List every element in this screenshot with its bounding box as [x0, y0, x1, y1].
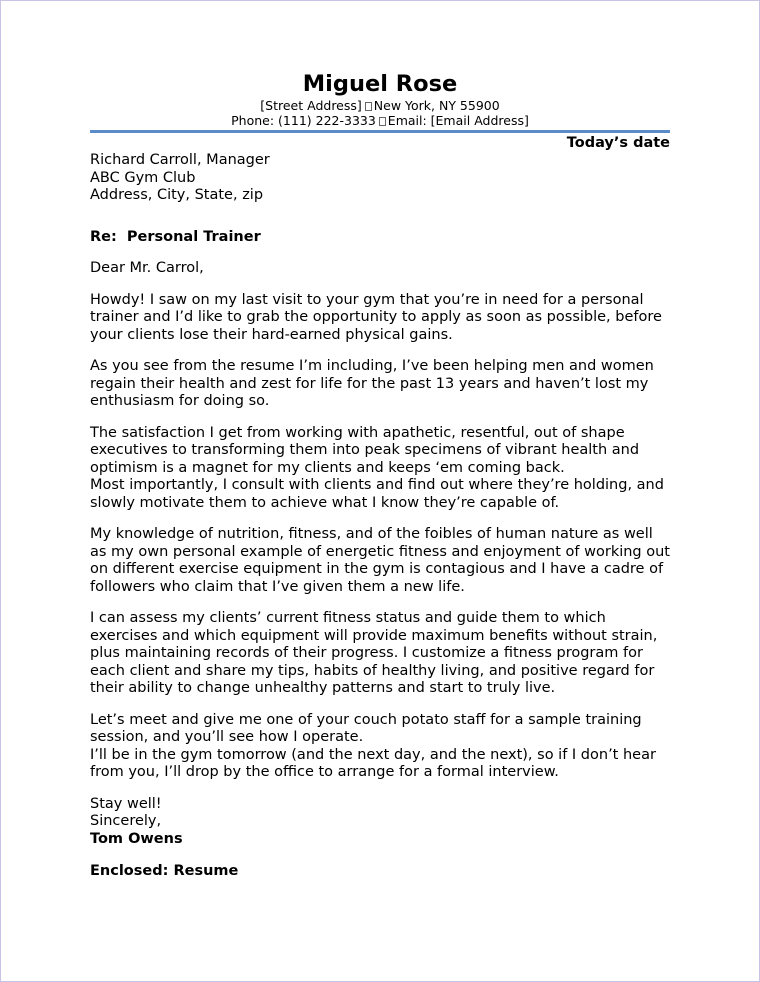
subject-line: Re: Personal Trainer	[90, 228, 261, 245]
paragraph: My knowledge of nutrition, fitness, and of the foibles of human nature as well as my own personal example of energetic fitness and enjoyment of working out on different exercise equipment in the gym is contagious and I have a cadre of followers who claim that I’ve given them a new life.	[90, 526, 670, 595]
contact-line	[90, 113, 670, 128]
letter-date: Today’s date	[566, 135, 670, 151]
header-rule	[90, 130, 670, 133]
paragraph: I’ll be in the gym tomorrow (and the next day, and the next), so if I don’t hear from you, I’ll drop by the office to arrange for a formal interview.	[90, 746, 656, 780]
separator-glyph-icon	[365, 102, 372, 111]
paragraph: Most importantly, I consult with clients and find out where they’re holding, and slowly motivate them to achieve what I know they’re capable of.	[90, 477, 664, 511]
email: Email: [Email Address]	[387, 113, 529, 128]
separator-glyph-icon	[379, 117, 386, 126]
phone: Phone: (111) 222-3333	[231, 113, 376, 128]
paragraph: Howdy! I saw on my last visit to your gym that you’re in need for a personal trainer and I’d like to grab the opportunity to apply as soon as possible, before your clients lose their hard-earned physical gains.	[90, 291, 662, 343]
cover-letter	[90, 70, 670, 881]
paragraph: As you see from the resume I’m including, I’ve been helping men and women regain their health and zest for life for the past 13 years and haven’t lost my enthusiasm for doing so.	[90, 358, 654, 409]
city-state-zip: New York, NY 55900	[373, 98, 500, 113]
sender-name: Miguel Rose	[302, 71, 458, 97]
salutation: Dear Mr. Carrol,	[90, 260, 204, 276]
recipient-block	[90, 152, 670, 205]
street-address: [Street Address]	[260, 98, 362, 113]
enclosure-line: Enclosed: Resume	[90, 863, 239, 879]
address-line	[90, 98, 670, 113]
paragraph: Let’s meet and give me one of your couch potato staff for a sample training session, and you’ll see how I operate.	[90, 711, 642, 745]
recipient-address: Address, City, State, zip	[90, 187, 264, 203]
complimentary-close: Sincerely,	[90, 813, 162, 829]
paragraph: I can assess my clients’ current fitness status and guide them to which exercises and which equipment will provide maximum benefits without strain, plus maintaining records of their progress. I customize a fitness program for each client and share my tips, habits of healthy living, and positive regard for their ability to change unhealthy patterns and start to truly live.	[90, 610, 658, 696]
closing-block	[90, 796, 670, 849]
recipient-company: ABC Gym Club	[90, 169, 196, 186]
paragraph: The satisfaction I get from working with apathetic, resentful, out of shape executives to transforming them into peak specimens of vibrant health and optimism is a magnet for my clients and keeps ‘em coming back.	[90, 424, 640, 476]
signature-name: Tom Owens	[90, 830, 183, 847]
closing-line: Stay well!	[90, 795, 162, 812]
recipient-name: Richard Carroll, Manager	[90, 152, 270, 168]
